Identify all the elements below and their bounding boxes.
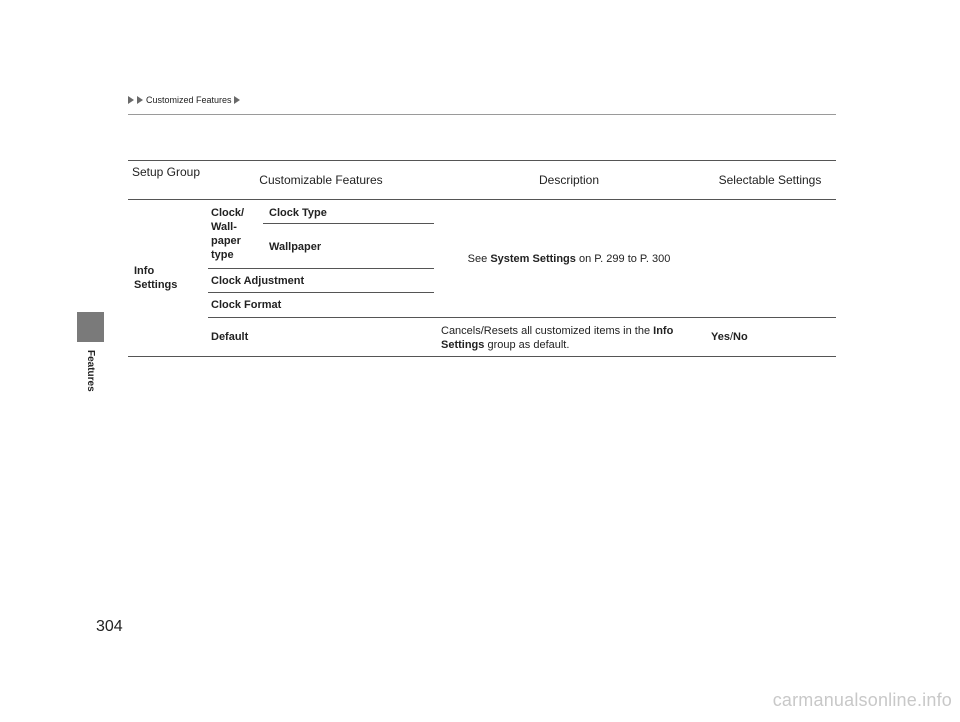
row-divider [263, 223, 434, 224]
see-reference: See System Settings on P. 299 to P. 300 [467, 253, 671, 265]
chapter-tab [77, 312, 104, 342]
triangle-icon [128, 96, 134, 104]
triangle-icon [234, 96, 240, 104]
subgroup-clock-wallpaper-type: Clock/ Wall- paper type [211, 207, 245, 261]
table-top-rule [128, 160, 836, 161]
triangle-icon [137, 96, 143, 104]
header-rule [128, 114, 836, 115]
header-bottom-rule [128, 199, 836, 200]
header-setup-group: Setup Group [131, 165, 201, 179]
row-divider [208, 317, 836, 318]
table-bottom-rule [128, 356, 836, 357]
page-number: 304 [96, 618, 123, 635]
row-clock-format: Clock Format [211, 299, 282, 311]
default-description: Cancels/Resets all customized items in the Info Settings group as default. [441, 325, 674, 351]
row-wallpaper: Wallpaper [269, 241, 322, 253]
row-divider [208, 292, 434, 293]
row-clock-type: Clock Type [269, 207, 327, 219]
header-customizable-features: Customizable Features [259, 173, 383, 187]
breadcrumb-label: Customized Features [146, 95, 232, 105]
group-info-settings: Info Settings [134, 265, 178, 291]
header-selectable-settings: Selectable Settings [718, 173, 822, 187]
watermark: carmanualsonline.info [772, 690, 952, 710]
chapter-label: Features [85, 350, 96, 392]
header-description: Description [538, 173, 600, 187]
default-settings-options: Yes/No [711, 331, 748, 343]
row-clock-adjustment: Clock Adjustment [211, 275, 305, 287]
breadcrumb [128, 95, 241, 105]
row-default: Default [211, 331, 249, 343]
row-divider [208, 268, 434, 269]
